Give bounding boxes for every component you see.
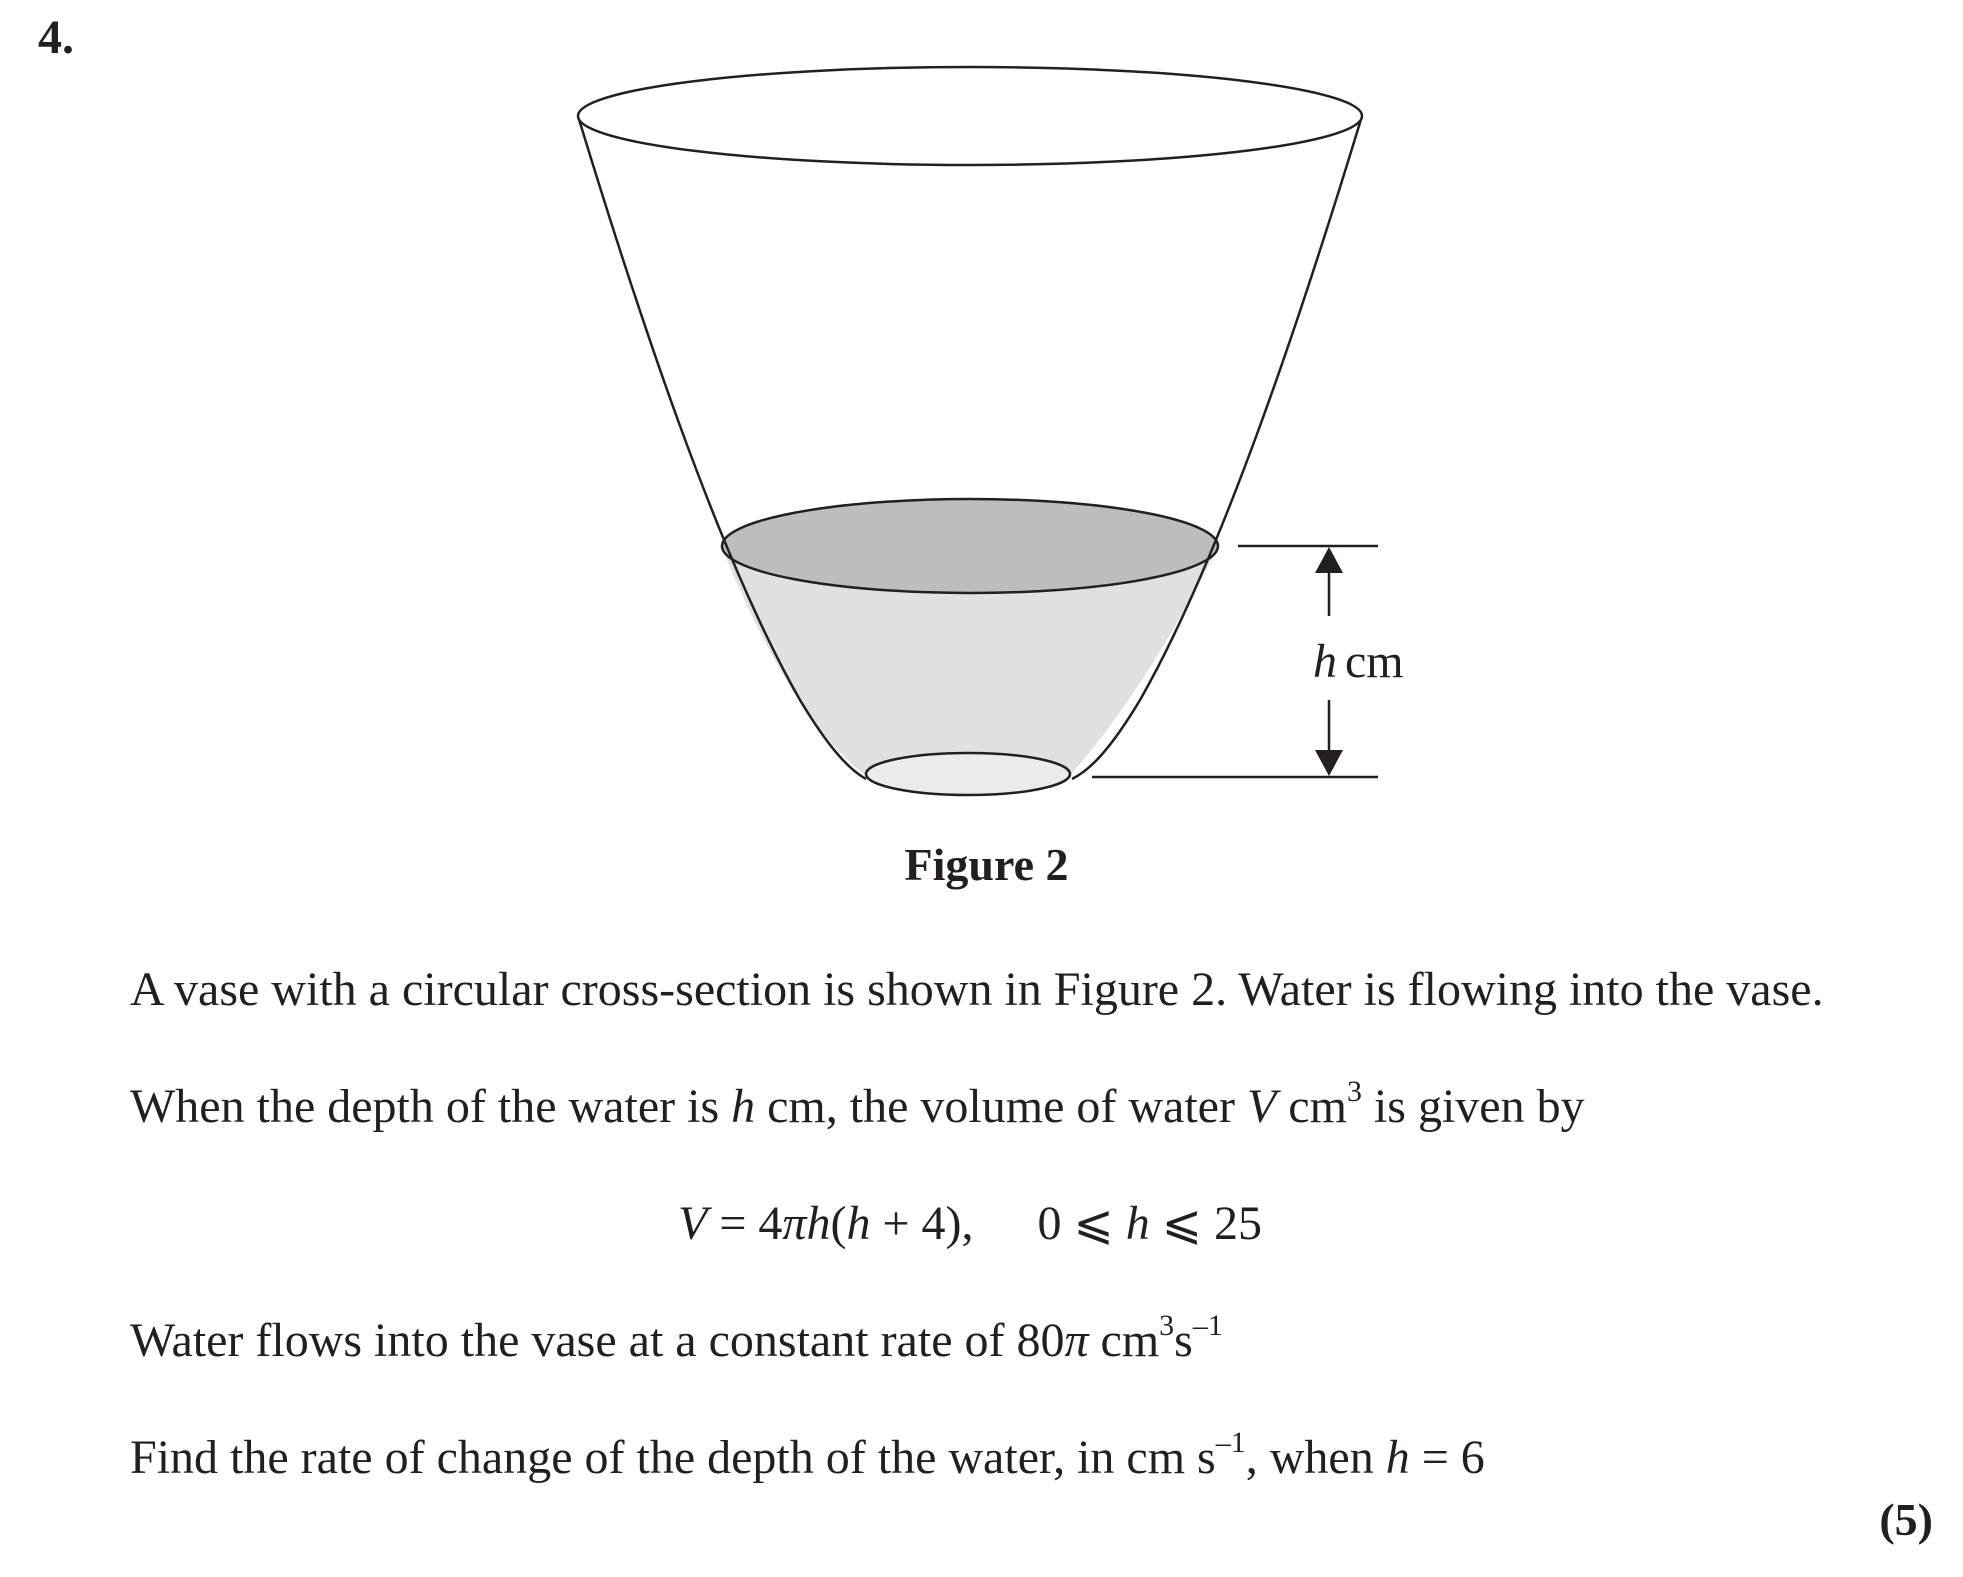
marks-label: (5) <box>1879 1494 1933 1545</box>
paragraph-task: Find the rate of change of the depth of the water, in cm $s^{-1}$, when h = 6 <box>130 1426 1485 1484</box>
water-surface <box>722 499 1218 593</box>
dimension-label: h cm <box>1313 635 1404 688</box>
vase-rim <box>578 67 1362 165</box>
paragraph-intro: A vase with a circular cross-section is shown in Figure 2. Water is flowing into the vase. <box>130 963 1824 1016</box>
question-number: 4. <box>38 11 74 64</box>
arrow-down-icon <box>1315 750 1343 776</box>
paragraph-flow-rate: Water flows into the vase at a constant rate of 80π $cm^3s^{-1}$ <box>130 1309 1223 1367</box>
vase-base <box>866 753 1070 795</box>
arrow-up-icon <box>1315 547 1343 573</box>
figure-caption: Figure 2 <box>904 839 1069 890</box>
paragraph-volume: When the depth of the water is h cm, the volume of water V $cm^3$ is given by <box>130 1075 1585 1133</box>
volume-equation: V = 4πh(h + 4), 0 ⩽ h ⩽ 25 <box>678 1197 1262 1250</box>
